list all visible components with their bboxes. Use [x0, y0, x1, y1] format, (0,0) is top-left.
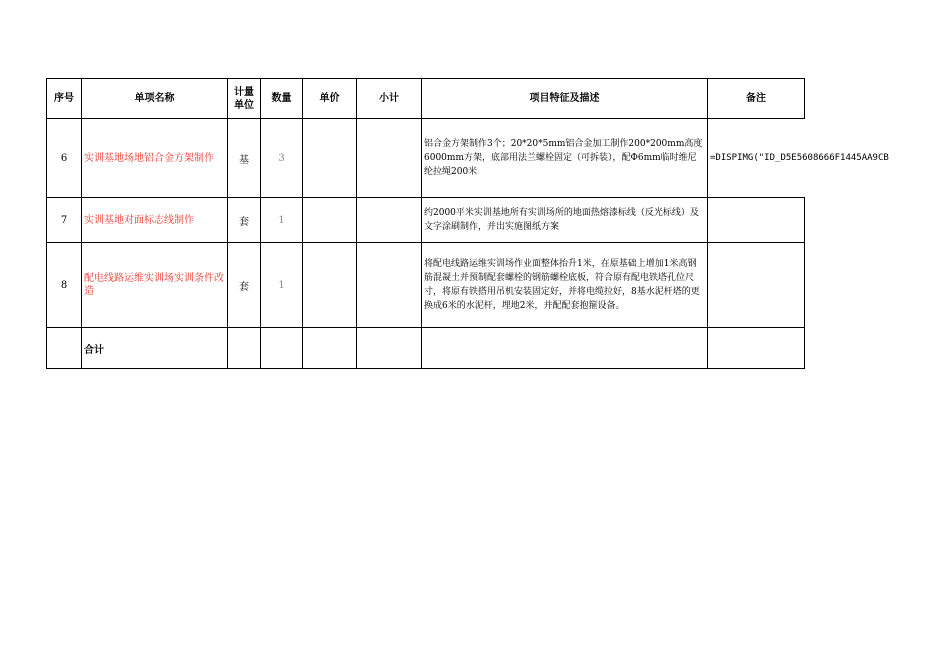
quote-table	[46, 78, 889, 369]
total-row	[47, 328, 805, 369]
cell-note[interactable]	[708, 119, 889, 198]
cell-unit[interactable]: 套	[228, 198, 261, 243]
cell-qty[interactable]: 3	[261, 119, 303, 198]
total-label[interactable]: 合计	[82, 328, 228, 369]
header-qty[interactable]: 数量	[261, 79, 303, 119]
header-subtotal[interactable]: 小计	[357, 79, 422, 119]
cell-unit[interactable]: 基	[228, 119, 261, 198]
header-row	[47, 79, 805, 119]
table-row	[47, 119, 805, 198]
cell-seq[interactable]: 7	[47, 198, 82, 243]
total-price[interactable]	[303, 328, 357, 369]
cell-seq[interactable]: 8	[47, 243, 82, 328]
total-unit[interactable]	[228, 328, 261, 369]
cell-qty[interactable]: 1	[261, 243, 303, 328]
header-price[interactable]: 单价	[303, 79, 357, 119]
table-row	[47, 243, 805, 328]
cell-note[interactable]	[708, 198, 805, 243]
note-formula: =DISPIMG("ID_D5E5608666F1445AA9CB	[710, 153, 889, 163]
cell-name[interactable]: 实训基地对面标志线制作	[82, 198, 228, 243]
cell-unit[interactable]: 套	[228, 243, 261, 328]
header-name[interactable]: 单项名称	[82, 79, 228, 119]
cell-subtotal[interactable]	[357, 198, 422, 243]
header-note[interactable]: 备注	[708, 79, 805, 119]
cell-qty[interactable]: 1	[261, 198, 303, 243]
header-unit[interactable]	[228, 79, 261, 119]
cell-desc[interactable]: 约2000平米实训基地所有实训场所的地面热熔漆标线（反光标线）及文字涂刷制作，并出实施图纸方案	[422, 198, 708, 243]
header-unit-text: 计量单位	[234, 86, 254, 111]
cell-note[interactable]	[708, 243, 805, 328]
cell-desc[interactable]: 铝合金方架制作3个；20*20*5mm铝合金加工制作200*200mm高度6000mm方架，底部用法兰螺栓固定（可拆装），配Φ6mm临时维尼纶拉绳200米	[422, 119, 708, 198]
header-desc[interactable]: 项目特征及描述	[422, 79, 708, 119]
total-subtotal[interactable]	[357, 328, 422, 369]
cell-desc[interactable]: 将配电线路运维实训场作业面整体抬升1米，在原基础上增加1米高钢筋混凝土并预制配套螺栓的钢筋螺栓底板，符合原有配电铁塔孔位尺寸，将原有铁搭用吊机安装固定好，并将电缆拉好，8基水泥杆塔的更换成6米的水泥杆，埋地2米，并配配套抱箍设备。	[422, 243, 708, 328]
table-row	[47, 198, 805, 243]
cell-price[interactable]	[303, 243, 357, 328]
cell-price[interactable]	[303, 198, 357, 243]
cell-name[interactable]: 实训基地场地铝合金方架制作	[82, 119, 228, 198]
header-seq[interactable]: 序号	[47, 79, 82, 119]
cell-subtotal[interactable]	[357, 243, 422, 328]
total-desc[interactable]	[422, 328, 708, 369]
total-qty[interactable]	[261, 328, 303, 369]
cell-subtotal[interactable]	[357, 119, 422, 198]
cell-name[interactable]: 配电线路运维实训场实训条件改造	[82, 243, 228, 328]
total-note[interactable]	[708, 328, 805, 369]
cell-price[interactable]	[303, 119, 357, 198]
total-seq[interactable]	[47, 328, 82, 369]
cell-seq[interactable]: 6	[47, 119, 82, 198]
